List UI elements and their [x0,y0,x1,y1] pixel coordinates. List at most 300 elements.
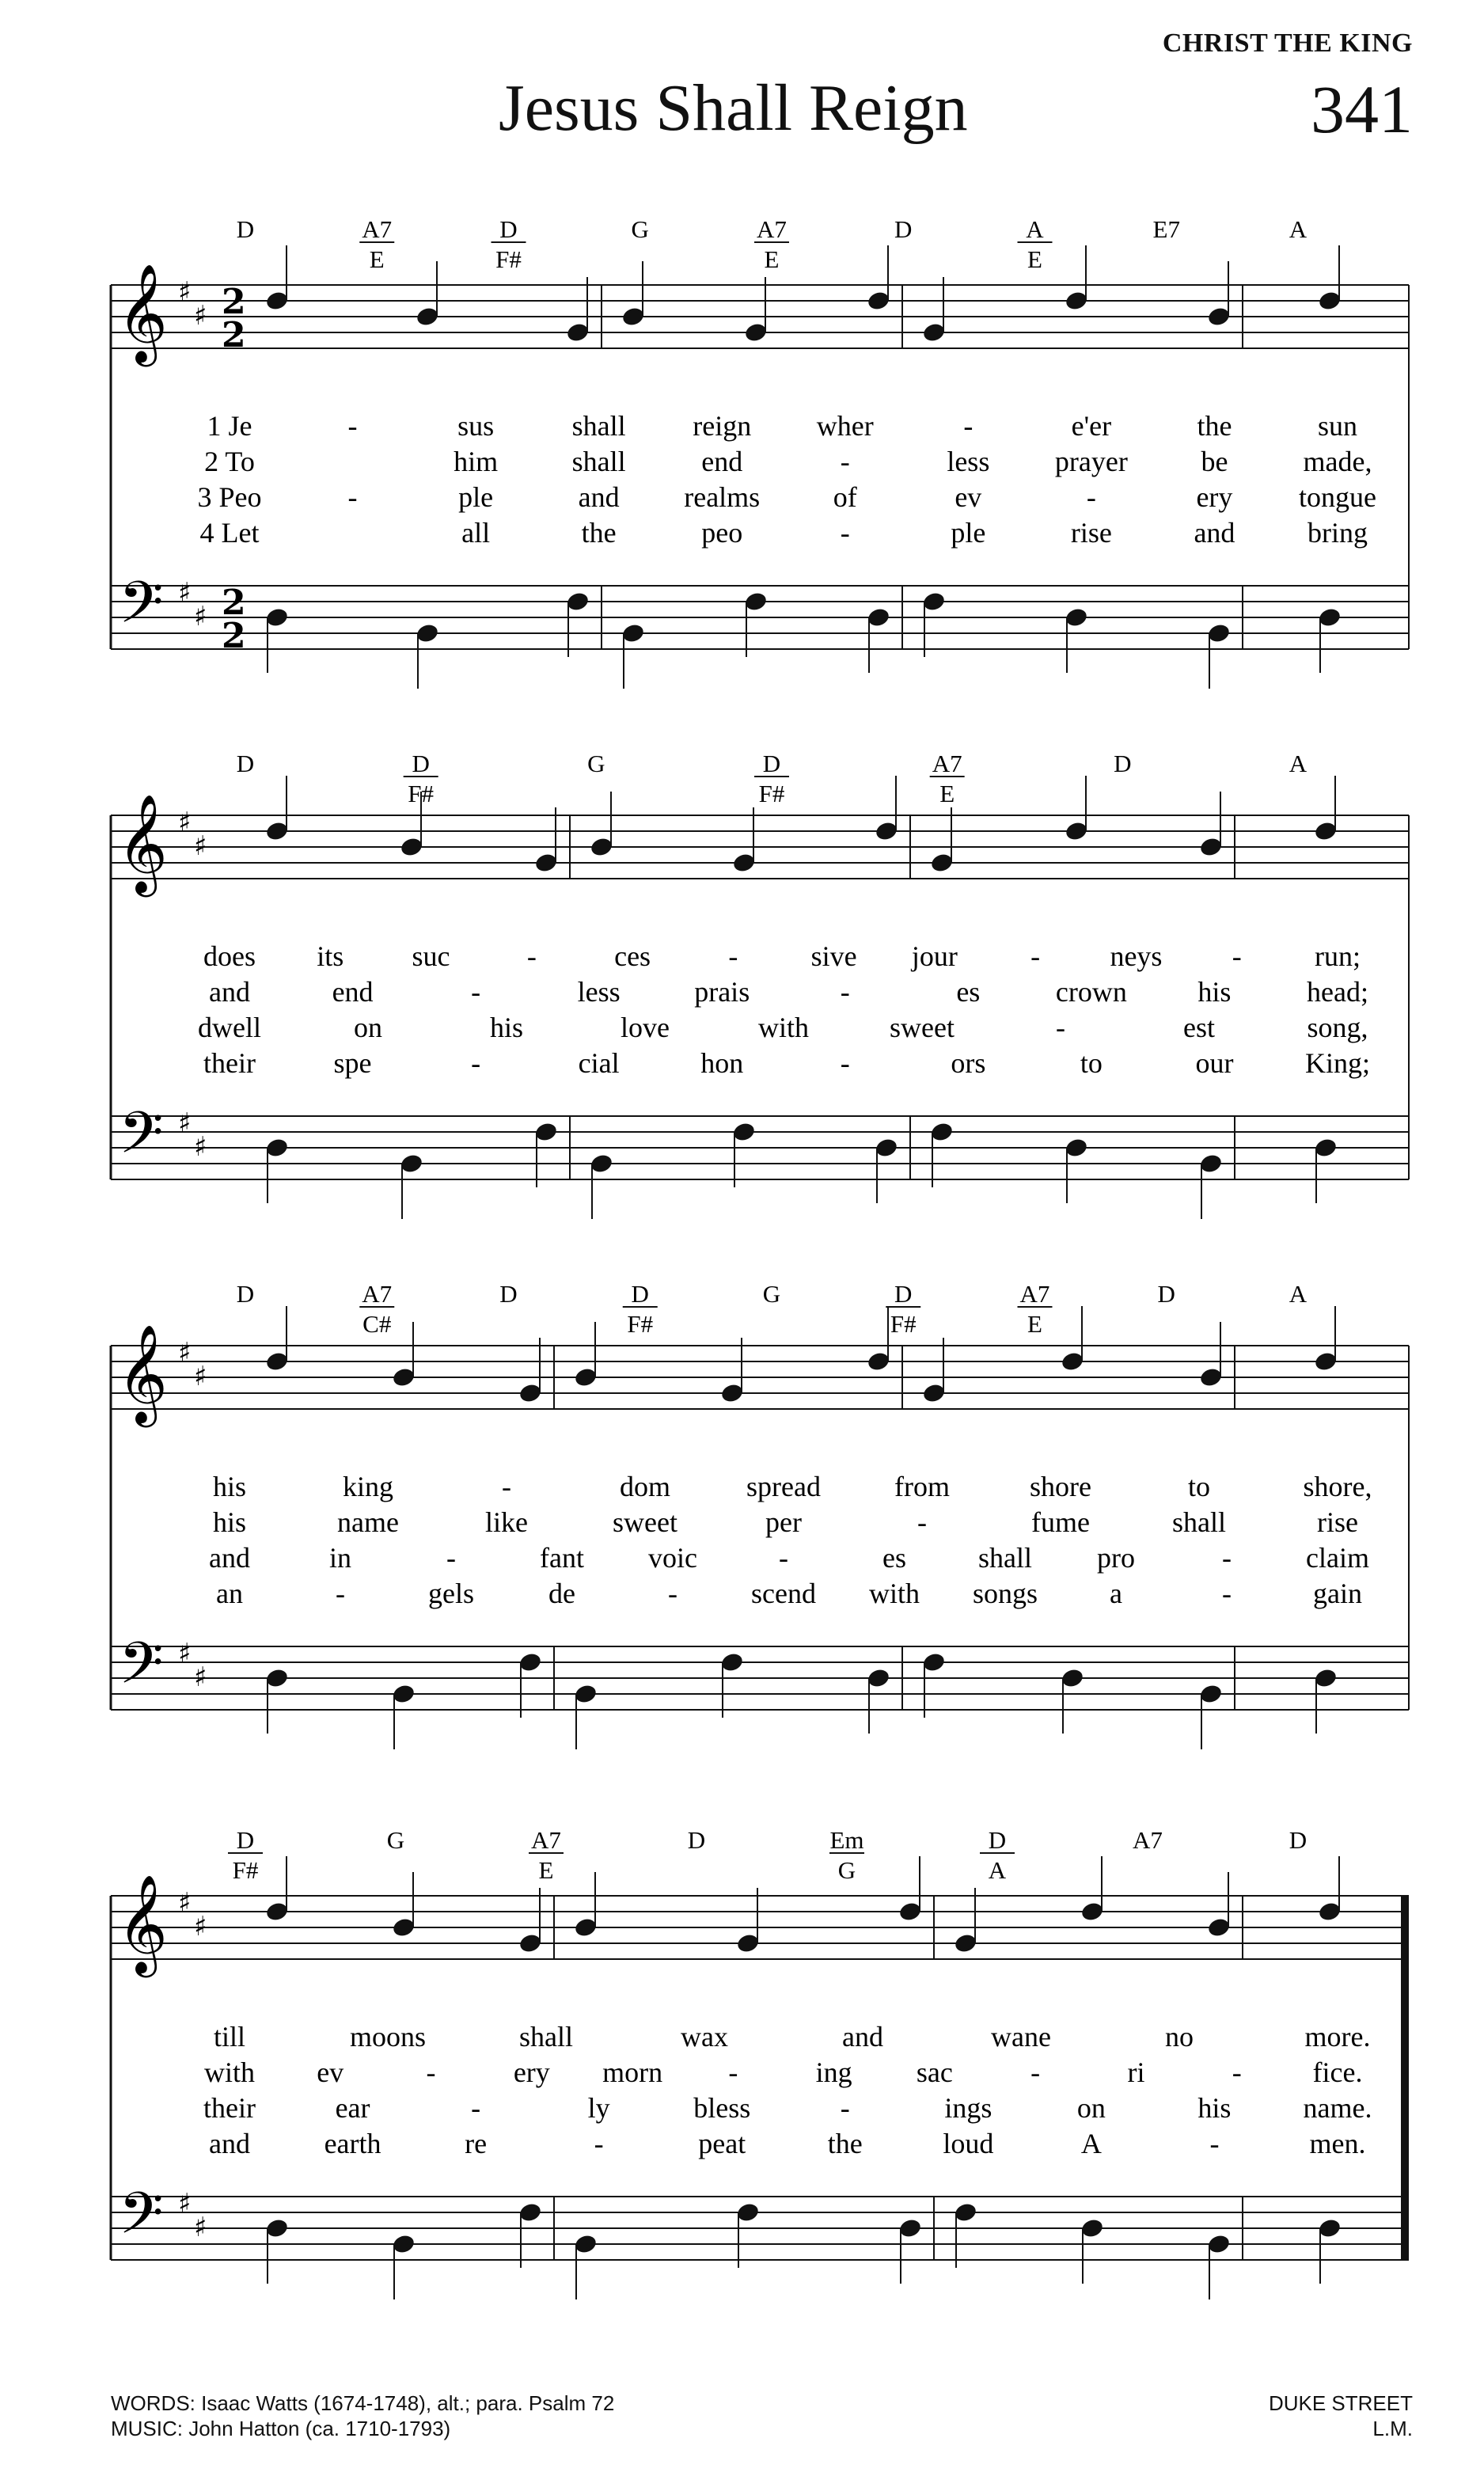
bass-note [1206,622,1231,644]
lyric-syllable: ery [513,2056,550,2088]
lyric-syllable: - [840,2092,850,2124]
lyric-syllable: spread [746,1471,821,1502]
chord-symbol: D [631,1280,649,1308]
lyric-syllable: fice. [1312,2056,1363,2088]
chord-bass: F# [232,1856,259,1884]
treble-note [264,290,289,312]
lyric-syllable: to [1187,1471,1211,1502]
lyric-syllable: be [1201,446,1228,477]
bass-note [866,1667,890,1689]
lyric-syllable: a [1110,1578,1122,1609]
lyric-syllable: spe [333,1047,372,1079]
lyric-syllable: es [882,1542,906,1574]
bass-note [573,2233,598,2255]
lyric-syllable: - [336,1578,345,1609]
lyric-syllable: men. [1309,2128,1366,2159]
lyric-syllable: es [956,976,981,1008]
bass-clef: 𝄢 [119,2179,164,2261]
bass-note [719,1651,744,1673]
lyric-syllable: neys [1110,940,1163,972]
bass-clef: 𝄢 [119,1099,164,1180]
treble-note [719,1382,744,1404]
chord-symbol: A7 [1019,1280,1050,1308]
treble-note [929,852,954,874]
chord-symbol: E7 [1152,215,1180,243]
lyric-syllable: de [548,1578,575,1609]
lyric-syllable: suc [412,940,450,972]
lyric-syllable: wane [991,2021,1051,2053]
treble-note [1206,1916,1231,1939]
treble-note [1317,290,1342,312]
bass-note [518,1651,542,1673]
chord-bass: E [1027,245,1042,273]
treble-note [866,290,890,312]
lyric-syllable: and [1194,517,1235,549]
bass-note [264,1667,289,1689]
tune-info [1269,2391,1413,2441]
lyric-syllable: - [426,2056,436,2088]
chord-symbol: G [762,1280,781,1308]
lyric-syllable: his [212,1471,247,1502]
lyric-syllable: loud [943,2128,994,2159]
time-signature: 2 [222,583,246,623]
lyric-syllable: rise [1317,1506,1358,1538]
bass-note [921,591,946,613]
lyric-syllable: - [728,940,738,972]
lyric-syllable: sweet [890,1012,955,1043]
chord-bass: E [764,245,780,273]
chord-symbol: D [988,1826,1007,1854]
treble-clef: 𝄞 [117,794,168,893]
treble-note [589,836,613,858]
lyric-syllable: ces [614,940,651,972]
bass-note [898,2217,922,2239]
bass-note [573,1683,598,1705]
chord-symbol: D [894,1280,913,1308]
lyric-syllable: with [868,1578,920,1609]
lyric-syllable: voic [648,1542,697,1574]
chord-symbol: D [236,1826,255,1854]
treble-note [399,836,423,858]
lyric-syllable: claim [1306,1542,1369,1574]
lyric-syllable: shall [519,2021,573,2053]
lyric-syllable: with [757,1012,810,1043]
lyric-syllable: - [840,517,850,549]
lyric-syllable: ple [458,481,494,513]
lyric-syllable: of [833,481,857,513]
lyric-syllable: - [594,2128,604,2159]
lyric-syllable: sus [457,410,495,442]
hymn-title: Jesus Shall Reign [499,71,968,145]
treble-note [1313,1350,1338,1373]
treble-note [391,1366,416,1388]
lyric-syllable: - [840,976,850,1008]
lyric-syllable: the [1197,410,1232,442]
lyric-syllable: like [485,1506,528,1538]
bass-note [731,1121,756,1143]
chord-bass: F# [495,245,522,273]
lyric-syllable: fant [540,1542,584,1574]
bass-note [929,1121,954,1143]
lyric-syllable: 1 Je [207,410,252,442]
treble-note [573,1366,598,1388]
lyric-syllable: and [578,481,620,513]
bass-note [874,1137,898,1159]
lyric-syllable: - [779,1542,788,1574]
lyric-syllable: shall [571,446,626,477]
lyric-syllable: - [347,481,358,513]
lyric-syllable: jour [911,940,958,972]
lyric-syllable: prais [694,976,750,1008]
treble-note [1198,836,1223,858]
lyric-syllable: 2 To [204,446,255,477]
lyric-syllable: end [701,446,743,477]
final-barline [1401,1896,1409,2260]
lyric-syllable: crown [1055,976,1127,1008]
sharp-sign: ♯ [178,2188,192,2220]
lyric-syllable: - [1030,2056,1041,2088]
treble-note [874,820,898,842]
chord-symbol: A7 [932,750,962,777]
bass-note [743,591,768,613]
chord-bass: E [538,1856,554,1884]
lyric-syllable: king [342,1471,394,1502]
lyric-syllable: fume [1031,1506,1090,1538]
bass-note [589,1153,613,1175]
treble-note [743,321,768,344]
bass-note [1317,2217,1342,2239]
chord-symbol: A7 [362,1280,393,1308]
treble-note [1198,1366,1223,1388]
lyric-syllable: sweet [613,1506,677,1538]
lyric-syllable: does [203,940,256,972]
lyric-syllable: rise [1070,517,1112,549]
lyric-syllable: ev [317,2056,344,2088]
lyric-syllable: more. [1304,2021,1371,2053]
lyric-syllable: an [216,1578,243,1609]
lyric-syllable: gain [1313,1578,1362,1609]
bass-note [866,606,890,628]
treble-note [1317,1901,1342,1923]
sharp-sign: ♯ [178,276,192,308]
bass-clef: 𝄢 [119,568,164,650]
chord-symbol: D [499,1280,518,1308]
chord-symbol: A [1289,750,1308,777]
lyric-syllable: love [621,1012,670,1043]
chord-symbol: D [236,750,255,777]
lyric-syllable: all [461,517,491,549]
lyric-syllable: 4 Let [199,517,260,549]
section-label: CHRIST THE KING [1162,28,1413,58]
bass-note [1198,1683,1223,1705]
bass-note [533,1121,558,1143]
chord-symbol: D [236,1280,255,1308]
lyric-syllable: song, [1307,1012,1368,1043]
treble-note [1060,1350,1084,1373]
lyric-syllable: - [471,1047,481,1079]
chord-bass: E [369,245,385,273]
treble-note [898,1901,922,1923]
chord-symbol: G [631,215,649,243]
lyric-syllable: peo [701,517,743,549]
chord-bass: F# [758,780,785,807]
treble-note [573,1916,598,1939]
lyric-syllable: ings [944,2092,992,2124]
bass-note [565,591,590,613]
bass-note [1313,1137,1338,1159]
lyric-syllable: the [581,517,617,549]
chord-symbol: A7 [1133,1826,1163,1854]
chord-symbol: D [1114,750,1132,777]
lyric-syllable: run; [1315,940,1361,972]
treble-clef: 𝄞 [117,1874,168,1973]
lyric-syllable: shore [1030,1471,1091,1502]
chord-symbol: A7 [757,215,787,243]
lyric-syllable: bring [1308,517,1368,549]
chord-symbol: A7 [362,215,393,243]
lyric-syllable: - [1056,1012,1065,1043]
bass-note [621,622,645,644]
lyric-syllable: ev [955,481,982,513]
time-signature: 2 [222,315,246,355]
lyric-syllable: - [1030,940,1041,972]
time-signature: 2 [222,616,246,656]
lyric-syllable: sac [916,2056,953,2088]
lyric-syllable: - [1232,940,1242,972]
sharp-sign: ♯ [178,577,192,609]
lyric-syllable: our [1195,1047,1234,1079]
sharp-sign: ♯ [194,2212,207,2243]
lyric-syllable: - [1209,2128,1220,2159]
lyric-syllable: moons [349,2021,427,2053]
lyric-syllable: ery [1196,481,1233,513]
lyric-syllable: their [203,2092,256,2124]
bass-note [953,2201,977,2223]
treble-note [264,1350,289,1373]
sharp-sign: ♯ [178,1337,192,1369]
hymn-number: 341 [1311,71,1413,147]
sharp-sign: ♯ [194,300,207,332]
lyric-syllable: and [209,1542,250,1574]
sharp-sign: ♯ [178,1638,192,1669]
lyric-syllable: and [842,2021,883,2053]
lyric-syllable: on [354,1012,382,1043]
lyric-syllable: re [465,2128,488,2159]
treble-note [1064,290,1088,312]
treble-note [264,1901,289,1923]
treble-note [921,321,946,344]
bass-note [1060,1667,1084,1689]
sharp-sign: ♯ [178,1887,192,1919]
lyric-syllable: 3 Peo [197,481,262,513]
bass-note [1064,606,1088,628]
treble-note [731,852,756,874]
bass-note [1064,1137,1088,1159]
sharp-sign: ♯ [194,830,207,862]
lyric-syllable: ing [815,2056,852,2088]
chord-symbol: G [587,750,605,777]
lyric-syllable: ear [335,2092,370,2124]
bass-note [264,1137,289,1159]
lyric-syllable: ors [951,1047,986,1079]
bass-note [1206,2233,1231,2255]
chord-symbol: A [1026,215,1044,243]
lyric-syllable: his [489,1012,524,1043]
chord-bass: A [988,1856,1007,1884]
lyric-syllable: and [209,2128,250,2159]
lyric-syllable: ri [1127,2056,1145,2088]
lyric-syllable: - [1222,1578,1232,1609]
sharp-sign: ♯ [194,1661,207,1693]
lyric-syllable: made, [1303,446,1372,477]
lyric-syllable: ly [587,2092,610,2124]
bass-note [1313,1667,1338,1689]
chord-symbol: A7 [531,1826,561,1854]
treble-note [866,1350,890,1373]
chord-bass: E [1027,1310,1042,1338]
treble-note [1206,306,1231,328]
bass-note [391,1683,416,1705]
music-credit: MUSIC: John Hatton (ca. 1710-1793) [111,2417,451,2440]
lyric-syllable: - [1222,1542,1232,1574]
treble-note [1064,820,1088,842]
lyric-syllable: on [1076,2092,1106,2124]
chord-symbol: D [499,215,518,243]
treble-note [735,1932,760,1954]
lyric-syllable: his [1197,2092,1232,2124]
lyric-syllable: - [917,1506,927,1538]
treble-note [533,852,558,874]
chord-symbol: A [1289,215,1308,243]
bass-note [518,2201,542,2223]
lyric-syllable: - [471,2092,481,2124]
lyric-syllable: with [203,2056,256,2088]
chord-symbol: D [762,750,781,777]
lyric-syllable: hon [700,1047,744,1079]
treble-note [264,820,289,842]
bass-note [1080,2217,1104,2239]
chord-bass: F# [408,780,435,807]
lyric-syllable: bless [693,2092,751,2124]
treble-clef: 𝄞 [117,1324,168,1423]
sharp-sign: ♯ [194,1361,207,1392]
bass-note [399,1153,423,1175]
lyric-syllable: their [203,1047,256,1079]
lyric-syllable: wax [681,2021,728,2053]
chord-symbol: Em [829,1826,864,1854]
lyric-syllable: est [1183,1012,1215,1043]
chord-bass: E [939,780,955,807]
lyric-syllable: no [1165,2021,1194,2053]
lyric-syllable: - [728,2056,738,2088]
treble-note [621,306,645,328]
lyric-syllable: name. [1303,2092,1372,2124]
lyric-syllable: e'er [1071,410,1112,442]
chord-symbol: D [687,1826,706,1854]
tune-meter: L.M. [1372,2417,1413,2440]
lyric-syllable: dwell [198,1012,261,1043]
lyric-syllable: - [668,1578,677,1609]
lyric-syllable: his [1197,976,1232,1008]
treble-note [415,306,439,328]
lyric-syllable: head; [1307,976,1368,1008]
bass-note [415,622,439,644]
sharp-sign: ♯ [178,807,192,838]
lyric-syllable: pro [1097,1542,1135,1574]
lyric-syllable: to [1080,1047,1103,1079]
treble-note [953,1932,977,1954]
lyric-syllable: realms [684,481,761,513]
treble-note [391,1916,416,1939]
lyric-syllable: peat [698,2128,746,2159]
chord-symbol: G [386,1826,405,1854]
lyric-syllable: - [840,1047,850,1079]
lyric-syllable: shall [978,1542,1032,1574]
lyric-syllable: - [347,410,358,442]
lyric-syllable: gels [428,1578,474,1609]
bass-note [1317,606,1342,628]
treble-note [1313,820,1338,842]
sharp-sign: ♯ [194,1131,207,1163]
lyric-syllable: prayer [1054,446,1128,477]
chord-symbol: D [412,750,430,777]
lyric-syllable: morn [602,2056,663,2088]
lyric-syllable: in [328,1542,352,1574]
lyric-syllable: the [827,2128,863,2159]
time-signature: 2 [222,282,246,322]
treble-note [921,1382,946,1404]
chord-symbol: D [894,215,913,243]
lyric-syllable: shall [1172,1506,1226,1538]
chord-symbol: D [1157,1280,1175,1308]
lyric-syllable: - [526,940,537,972]
sharp-sign: ♯ [178,1107,192,1139]
tune-name: DUKE STREET [1268,2391,1413,2415]
treble-note [518,1932,542,1954]
lyric-syllable: less [577,976,621,1008]
lyric-syllable: and [209,976,250,1008]
lyric-syllable: - [471,976,481,1008]
lyric-syllable: till [213,2021,246,2053]
lyric-syllable: shore, [1303,1471,1372,1502]
words-credit: WORDS: Isaac Watts (1674-1748), alt.; para. Psalm 72 [111,2391,615,2415]
bass-note [735,2201,760,2223]
lyric-syllable: A [1080,2128,1102,2159]
lyric-syllable: scend [751,1578,816,1609]
lyric-syllable: - [1232,2056,1242,2088]
treble-clef: 𝄞 [117,264,168,363]
credits [111,2391,614,2441]
bass-note [264,606,289,628]
chord-symbol: D [1289,1826,1308,1854]
lyric-syllable: - [446,1542,456,1574]
lyric-syllable: him [454,446,499,477]
lyric-syllable: ple [951,517,986,549]
lyric-syllable: - [1086,481,1096,513]
treble-note [518,1382,542,1404]
lyric-syllable: dom [619,1471,671,1502]
lyric-syllable: shall [571,410,626,442]
lyric-syllable: songs [972,1578,1038,1609]
lyric-syllable: - [963,410,974,442]
chord-symbol: D [236,215,255,243]
treble-note [1080,1901,1104,1923]
lyric-syllable: tongue [1299,481,1376,513]
lyric-syllable: its [317,940,344,972]
lyric-syllable: per [765,1506,802,1538]
bass-note [264,2217,289,2239]
lyric-syllable: - [502,1471,511,1502]
